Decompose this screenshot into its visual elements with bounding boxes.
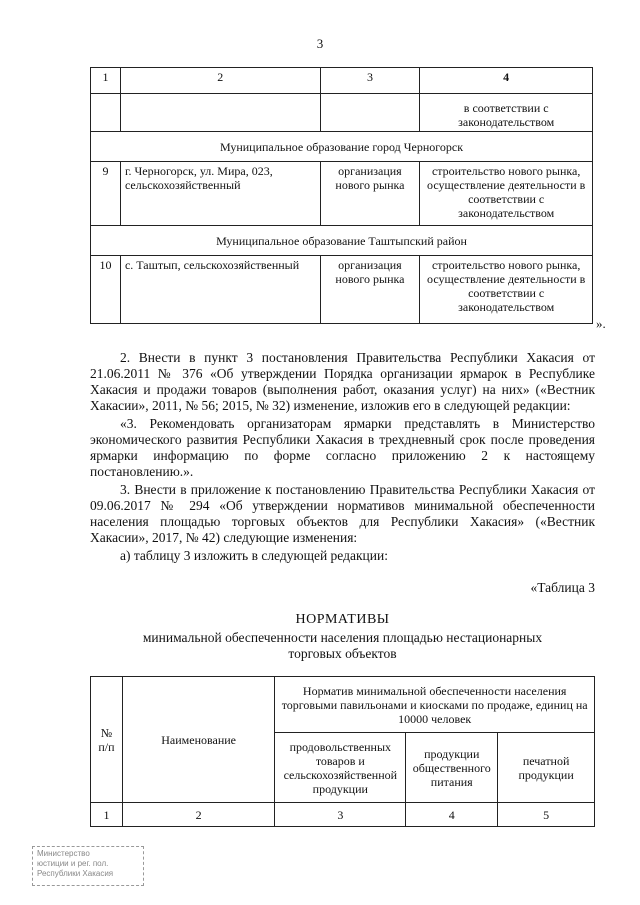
col-food-header: продовольственных товаров и сельскохозяйственной продукции <box>275 733 406 803</box>
table-row <box>91 162 593 226</box>
section-row <box>91 132 593 162</box>
row-number: 9 <box>91 162 121 226</box>
activity-cell: строительство нового рынка, осуществление деятельности в соответствии с законодательством <box>420 256 593 324</box>
header-col-4: 4 <box>420 68 593 94</box>
closing-quote: ». <box>596 316 606 331</box>
col-print-header: печатной продукции <box>498 733 595 803</box>
section-row <box>91 226 593 256</box>
org-cell: организация нового рынка <box>320 256 420 324</box>
index-cell: 1 <box>91 803 123 827</box>
header-col-3: 3 <box>320 68 420 94</box>
registration-stamp <box>32 846 144 886</box>
address-cell: с. Таштып, сельскохозяйственный <box>120 256 320 324</box>
col-name-header: Наименование <box>122 677 274 803</box>
activity-cell: в соответствии с законодательством <box>420 94 593 132</box>
address-cell: г. Черногорск, ул. Мира, 023, сельскохозяйственный <box>120 162 320 226</box>
stamp-line: Республики Хакасия <box>37 869 114 878</box>
norm-heading: НОРМАТИВЫ <box>295 612 390 627</box>
table-row <box>91 256 593 324</box>
table-label: «Таблица 3 <box>530 580 595 595</box>
index-cell: 3 <box>275 803 406 827</box>
index-cell: 5 <box>498 803 595 827</box>
paragraph-2: 2. Внести в пункт 3 постановления Правительства Республики Хакасия от 21.06.2011 № 376 «Об утверждении Порядка организации ярмарок в Республике Хакасия и продажи товаров (выполнения работ, оказания услуг) на них» («Вестник Хакасии», 2011, № 56; 2015, № 32) изменение, изложив его в следующей редакции: <box>90 350 595 413</box>
org-cell: организация нового рынка <box>320 162 420 226</box>
norm-subtitle: минимальной обеспеченности населения площадью нестационарных торговых объектов <box>142 630 543 661</box>
table-index-row <box>91 803 595 827</box>
markets-table <box>90 67 593 324</box>
index-cell: 4 <box>406 803 498 827</box>
section-title: Муниципальное образование Таштыпский район <box>91 226 593 256</box>
paragraph-3: 3. Внести в приложение к постановлению Правительства Республики Хакасия от 09.06.2017 № 294 «Об утверждении нормативов минимальной обеспеченности населения площадью торговых объектов для Республики Хакасия» («Вестник Хакасии», 2017, № 42) следующие изменения: <box>90 482 595 545</box>
paragraph-2-quote: «3. Рекомендовать организаторам ярмарки представлять в Министерство экономического развития Республики Хакасия в трехдневный срок после проведения ярмарки информацию по форме согласно приложению 2 к настоящему постановлению.». <box>90 416 595 479</box>
norms-table <box>90 676 595 827</box>
col-catering-header: продукции общественного питания <box>406 733 498 803</box>
col-number-header: № п/п <box>91 677 123 803</box>
stamp-line: Министерство <box>37 849 90 858</box>
stamp-line: юстиции и рег. пол. <box>37 859 109 868</box>
header-col-2: 2 <box>120 68 320 94</box>
table-header-row <box>91 68 593 94</box>
index-cell: 2 <box>122 803 274 827</box>
table-row <box>91 94 593 132</box>
col-group-header: Норматив минимальной обеспеченности населения торговыми павильонами и киосками по продаже, единиц на 10000 человек <box>275 677 595 733</box>
table-header-row <box>91 677 595 733</box>
row-number: 10 <box>91 256 121 324</box>
activity-cell: строительство нового рынка, осуществление деятельности в соответствии с законодательством <box>420 162 593 226</box>
section-title: Муниципальное образование город Черногорск <box>91 132 593 162</box>
page-number: 3 <box>316 36 324 51</box>
header-col-1: 1 <box>91 68 121 94</box>
paragraph-3a: а) таблицу 3 изложить в следующей редакции: <box>120 548 388 563</box>
